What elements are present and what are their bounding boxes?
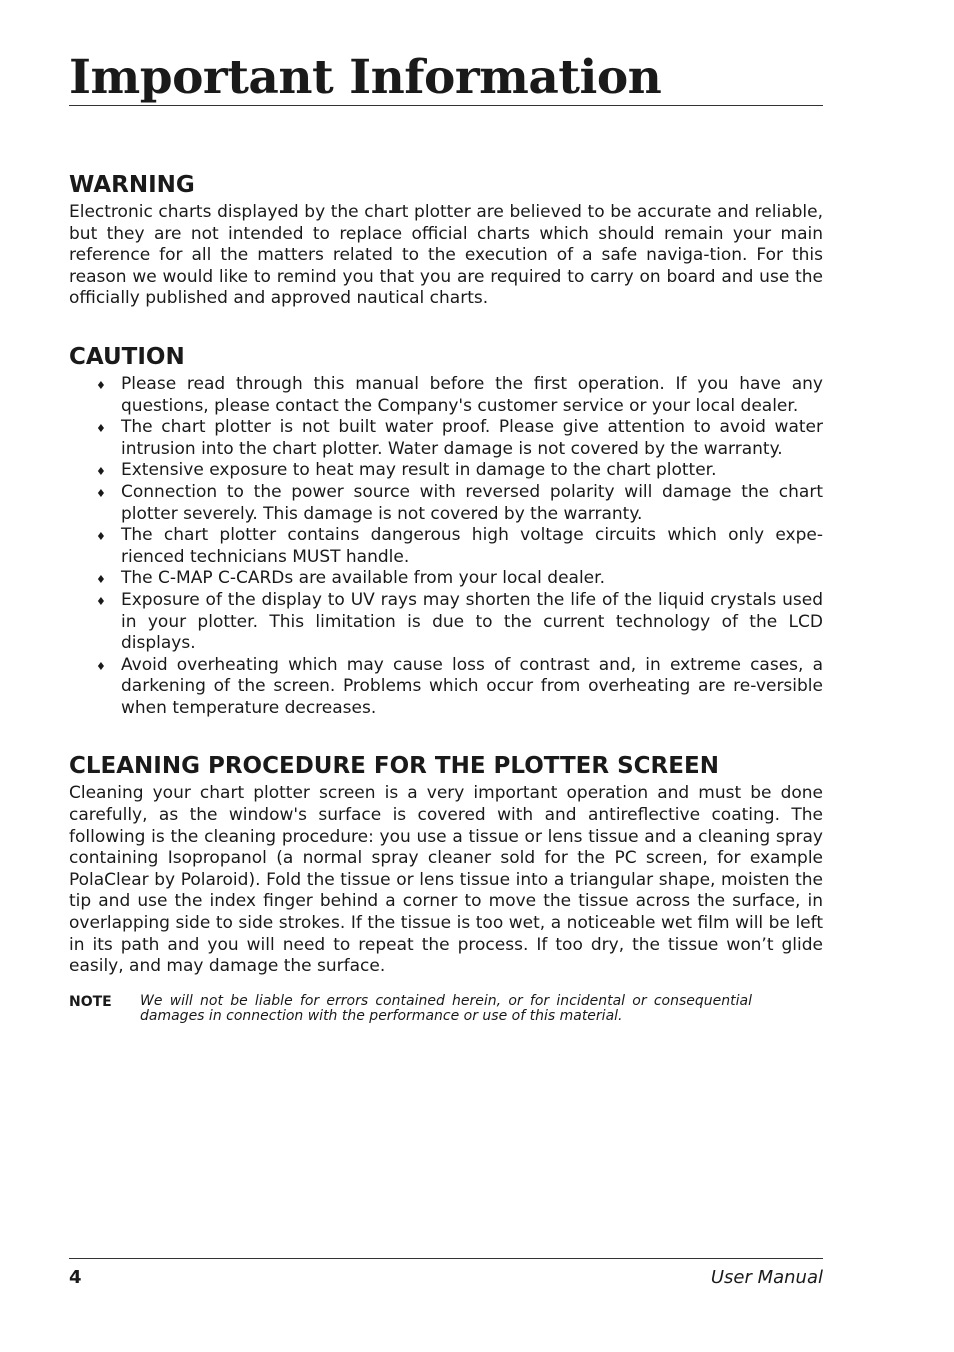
list-item: [69, 460, 823, 482]
list-item: [69, 655, 823, 720]
diamond-bullet-icon: ♦: [96, 378, 106, 392]
diamond-bullet-icon: ♦: [96, 465, 106, 479]
list-item: [69, 374, 823, 417]
list-item-text: Exposure of the display to UV rays may shorten the life of the liquid crystals used in your plotter. This limitation is due to the current technology of the LCD displays.: [121, 589, 823, 654]
title-divider: [69, 105, 823, 106]
cleaning-text: Cleaning your chart plotter screen is a very important operation and must be done carefully, as the window's surface is covered with and antireflective coating. The following is the cleaning procedure: you use a tissue or lens tissue and a cleaning spray containing Isopropanol (a normal spray cleaner sold for the PC screen, for example PolaClear by Polaroid). Fold the tissue or lens tissue into a triangular shape, moisten the tip and use the index finger behind a corner to move the tissue across the surface, in overlapping side to side strokes. If the tissue is too wet, a noticeable wet film will be left in its path and you will need to repeat the process. If too dry, the tissue won’t glide easily, and may damage the surface.: [69, 783, 823, 977]
cleaning-section: [69, 749, 823, 977]
caution-heading: CAUTION: [69, 343, 185, 370]
note-block: [69, 994, 752, 1025]
list-item-text: The C-MAP C-CARDs are available from your local dealer.: [121, 568, 605, 589]
cleaning-heading: CLEANING PROCEDURE FOR THE PLOTTER SCREEN: [69, 753, 719, 780]
list-item-text: The chart plotter contains dangerous high voltage circuits which only expe-rienced technicians MUST handle.: [121, 525, 823, 567]
list-item: [69, 417, 823, 460]
diamond-bullet-icon: ♦: [96, 486, 106, 500]
list-item: [69, 482, 823, 525]
list-item-text: Avoid overheating which may cause loss of contrast and, in extreme cases, a darkening of the screen. Problems which occur from overheating are re-versible when temperature decreases.: [121, 654, 823, 718]
caution-section: [69, 340, 823, 720]
diamond-bullet-icon: ♦: [96, 422, 106, 436]
list-item: [69, 525, 823, 568]
caution-list: [69, 374, 823, 720]
diamond-bullet-icon: ♦: [96, 659, 106, 673]
diamond-bullet-icon: ♦: [96, 573, 106, 587]
list-item-text: Please read through this manual before the first operation. If you have any questions, please contact the Company's customer service or your local dealer.: [121, 373, 823, 416]
list-item-text: Extensive exposure to heat may result in damage to the chart plotter.: [121, 460, 717, 481]
note-label: NOTE: [69, 993, 112, 1010]
diamond-bullet-icon: ♦: [96, 594, 106, 608]
page-number: 4: [69, 1267, 82, 1288]
footer-label: User Manual: [710, 1267, 823, 1288]
warning-section: [69, 168, 823, 310]
list-item: [69, 568, 823, 590]
list-item-text: Connection to the power source with reversed polarity will damage the chart plotter severely. This damage is not covered by the warranty.: [121, 481, 823, 524]
footer-divider: [69, 1258, 823, 1259]
page-title: Important Information: [69, 50, 662, 105]
diamond-bullet-icon: ♦: [96, 530, 106, 544]
list-item: [69, 590, 823, 655]
note-text: We will not be liable for errors contained herein, or for incidental or consequential damages in connection with the performance or use of this material.: [140, 992, 752, 1025]
list-item-text: The chart plotter is not built water proof. Please give attention to avoid water intrusion into the chart plotter. Water damage is not covered by the warranty.: [121, 417, 823, 459]
page-content: [69, 168, 823, 1025]
warning-heading: WARNING: [69, 172, 195, 198]
warning-text: Electronic charts displayed by the chart plotter are believed to be accurate and reliable, but they are not intended to replace official charts which should remain your main reference for all the matters related to the execution of a safe naviga-tion. For this reason we would like to remind you that you are required to carry on board and use the officially published and approved nautical charts.: [69, 202, 823, 309]
